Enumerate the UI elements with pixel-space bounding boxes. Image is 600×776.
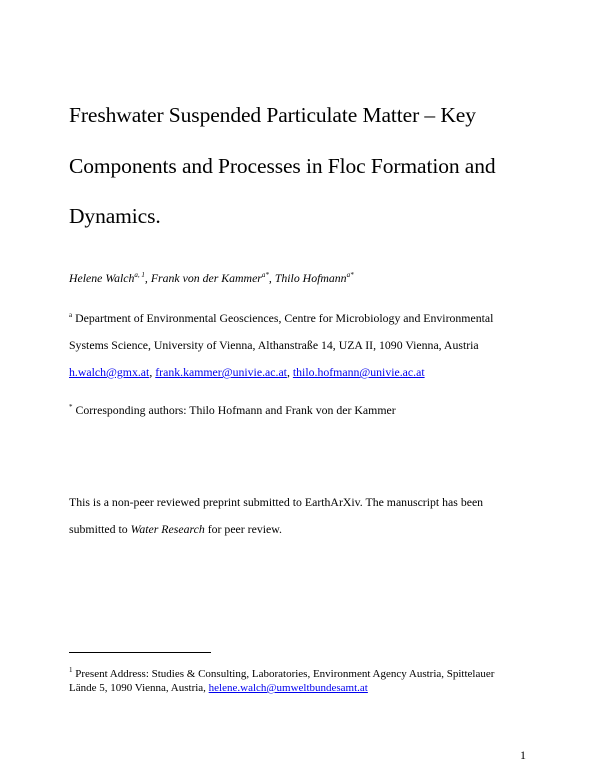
footnote-rule <box>69 652 211 653</box>
corresponding-text: Corresponding authors: Thilo Hofmann and Frank von der Kammer <box>75 403 396 417</box>
author-list <box>69 271 354 286</box>
footnote-text: Lände 5, 1090 Vienna, Austria, <box>69 682 209 694</box>
author-affiliation-mark: a* <box>346 271 354 279</box>
email-separator: , <box>286 365 293 379</box>
title-line-3: Dynamics. <box>69 204 161 228</box>
corresponding-authors <box>69 403 396 418</box>
footnote-line-2 <box>69 682 368 694</box>
footnote-text: Present Address: Studies & Consulting, Laboratories, Environment Agency Austria, Spittelauer <box>75 668 495 680</box>
affiliation-line-1 <box>69 311 493 326</box>
affiliation-text: Department of Environmental Geosciences, Centre for Microbiology and Environmental <box>75 311 494 325</box>
email-separator: , <box>149 365 156 379</box>
author-affiliation-mark: a* <box>261 271 269 279</box>
email-link[interactable]: thilo.hofmann@univie.ac.at <box>292 365 425 379</box>
author-affiliation-mark: a, 1 <box>134 271 145 279</box>
affiliation-line-2: Systems Science, University of Vienna, Althanstraße 14, UZA II, 1090 Vienna, Austria <box>69 338 479 352</box>
author-name: Frank von der Kammer <box>150 271 262 285</box>
affiliation-mark: a <box>69 311 73 319</box>
note-text: submitted to <box>69 522 131 536</box>
author-name: Helene Walch <box>69 271 135 285</box>
footnote-mark: 1 <box>69 666 73 674</box>
note-text: for peer review. <box>204 522 282 536</box>
author-separator: , <box>268 271 275 285</box>
journal-name: Water Research <box>130 522 205 536</box>
preprint-note-line-2 <box>69 522 282 537</box>
title-line-2: Components and Processes in Floc Formation and <box>69 154 496 178</box>
author-name: Thilo Hofmann <box>274 271 347 285</box>
preprint-note-line-1: This is a non-peer reviewed preprint submitted to EarthArXiv. The manuscript has been <box>69 495 484 509</box>
email-list <box>69 365 425 380</box>
author-separator: , <box>144 271 151 285</box>
page-number: 1 <box>520 748 526 762</box>
email-link[interactable]: helene.walch@umweltbundesamt.at <box>208 682 368 694</box>
footnote-line-1 <box>69 668 494 680</box>
email-link[interactable]: frank.kammer@univie.ac.at <box>155 365 287 379</box>
title-line-1: Freshwater Suspended Particulate Matter – Key <box>69 103 476 127</box>
corresponding-mark: * <box>69 403 73 411</box>
email-link[interactable]: h.walch@gmx.at <box>69 365 150 379</box>
